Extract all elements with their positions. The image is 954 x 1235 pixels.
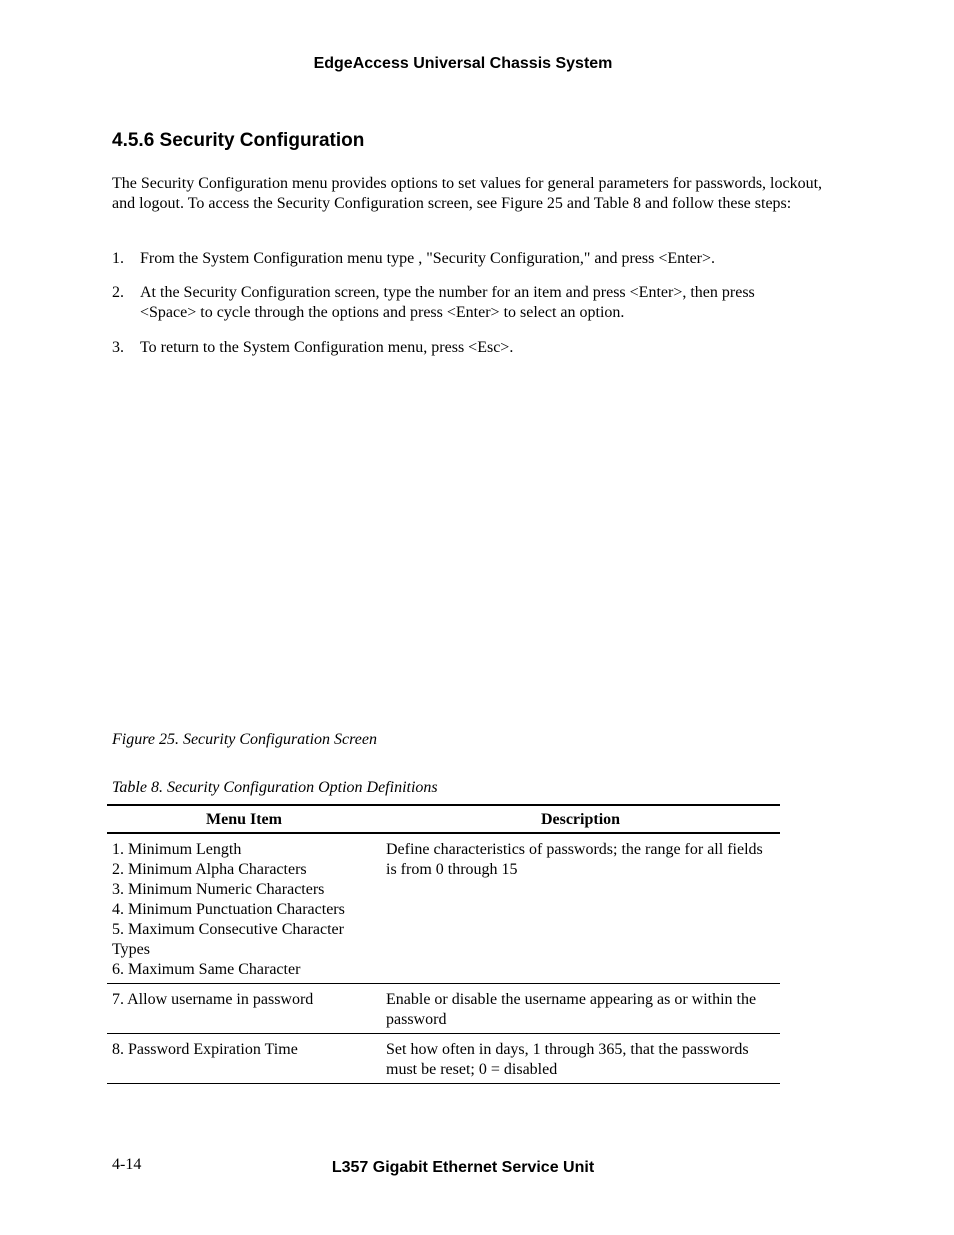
menu-item: 4. Minimum Punctuation Characters xyxy=(112,901,345,918)
table-row xyxy=(107,984,780,1034)
intro-paragraph: The Security Configuration menu provides options to set values for general parameters for passwords, lockout, and logout. To access the Security Configuration screen, see Figure 25 and Table 8 and follow these steps: xyxy=(112,175,823,212)
step-1 xyxy=(112,249,812,269)
menu-item: 8. Password Expiration Time xyxy=(112,1041,298,1058)
description-cell: Set how often in days, 1 through 365, that the passwords must be reset; 0 = disabled xyxy=(381,1034,780,1084)
description-cell: Enable or disable the username appearing as or within the password xyxy=(381,984,780,1034)
menu-item-cell xyxy=(107,984,381,1034)
menu-item: 5. Maximum Consecutive Character Types xyxy=(112,921,344,958)
step-text: To return to the System Configuration menu, press <Esc>. xyxy=(140,339,514,356)
menu-item-cell xyxy=(107,1034,381,1084)
table-row xyxy=(107,1034,780,1084)
description-cell: Define characteristics of passwords; the range for all fields is from 0 through 15 xyxy=(381,833,780,984)
step-text: At the Security Configuration screen, type the number for an item and press <Enter>, then press <Space> to cycle through the options and press <Enter> to select an option. xyxy=(140,284,755,321)
column-header-description: Description xyxy=(381,805,780,833)
table-header-row xyxy=(107,805,780,833)
step-number: 3. xyxy=(112,339,124,356)
menu-item: 2. Minimum Alpha Characters xyxy=(112,861,307,878)
running-header: EdgeAccess Universal Chassis System xyxy=(313,55,613,72)
menu-item: 6. Maximum Same Character xyxy=(112,961,301,978)
menu-item: 7. Allow username in password xyxy=(112,991,314,1008)
column-header-menu-item: Menu Item xyxy=(107,805,381,833)
step-2 xyxy=(112,283,812,323)
running-footer: L357 Gigabit Ethernet Service Unit xyxy=(331,1159,595,1176)
table-caption: Table 8. Security Configuration Option Definitions xyxy=(112,779,438,796)
options-table xyxy=(107,804,780,1084)
step-number: 2. xyxy=(112,284,124,301)
figure-caption: Figure 25. Security Configuration Screen xyxy=(112,731,377,748)
table-row xyxy=(107,833,780,984)
step-3 xyxy=(112,338,812,358)
menu-item: 1. Minimum Length xyxy=(112,841,242,858)
menu-item-cell xyxy=(107,833,381,984)
menu-item: 3. Minimum Numeric Characters xyxy=(112,881,325,898)
step-number: 1. xyxy=(112,250,124,267)
page-number: 4-14 xyxy=(112,1156,142,1173)
section-title: 4.5.6 Security Configuration xyxy=(112,130,365,151)
step-text: From the System Configuration menu type , "Security Configuration," and press <Enter>. xyxy=(140,250,716,267)
